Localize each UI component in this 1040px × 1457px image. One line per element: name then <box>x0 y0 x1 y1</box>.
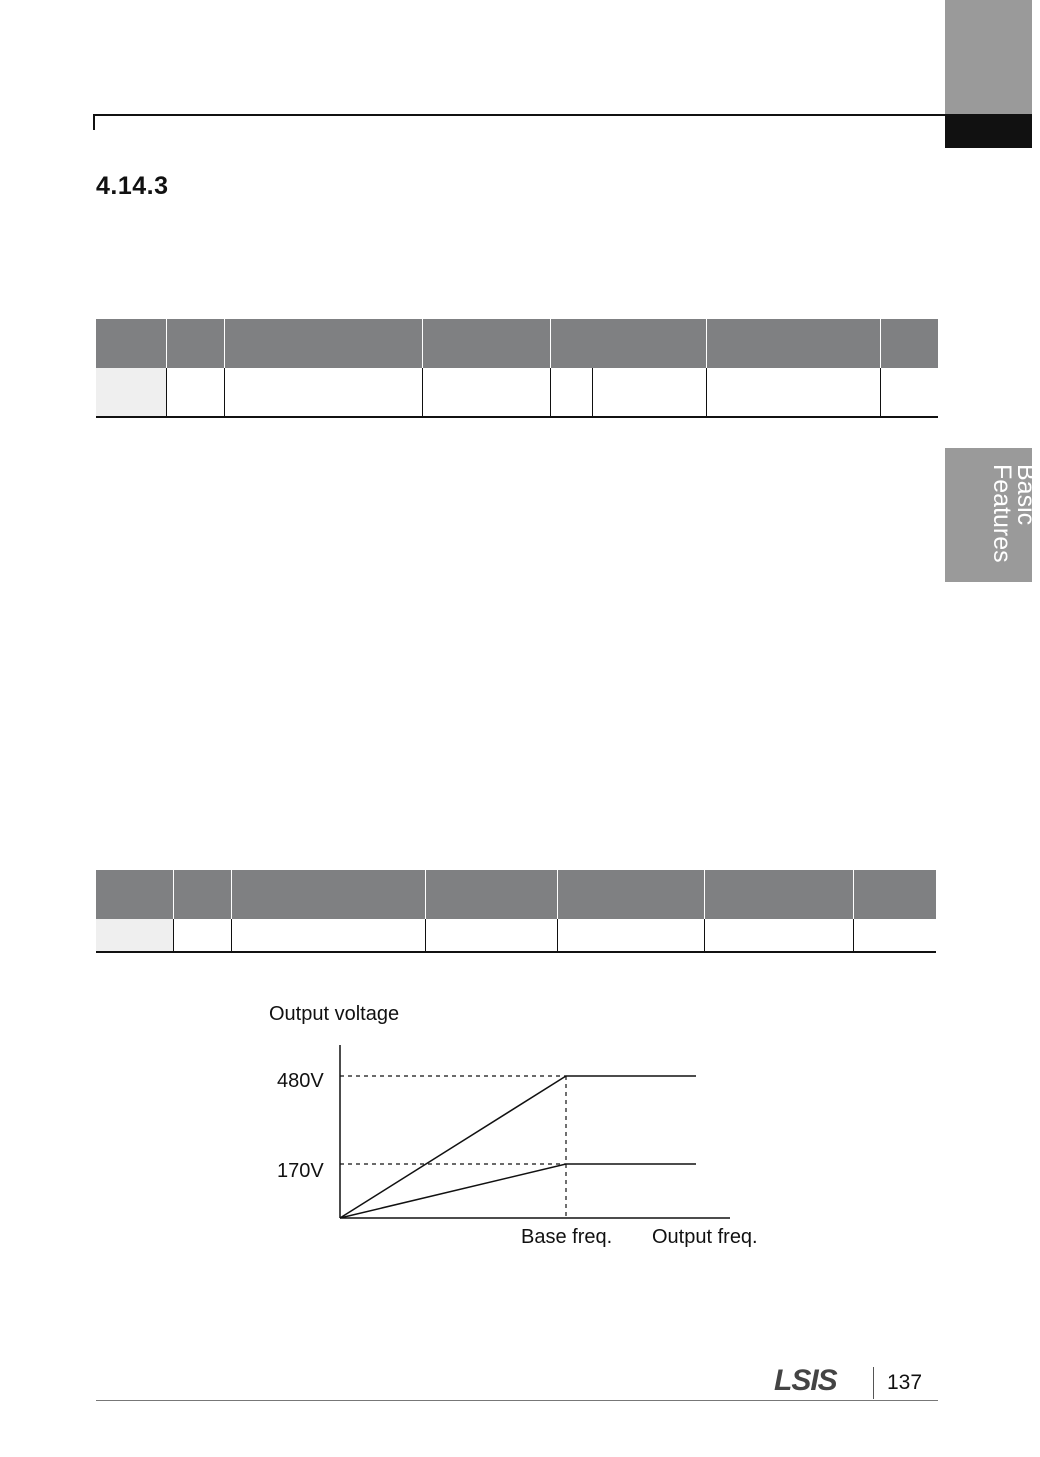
table-cell <box>592 368 706 417</box>
y-tick-label-170: 170V <box>277 1160 324 1182</box>
table-header-row <box>96 319 938 368</box>
table-cell <box>231 919 425 952</box>
header-rule <box>93 114 945 116</box>
side-tab-label <box>938 464 1038 564</box>
parameter-table-1 <box>96 319 938 418</box>
table-cell <box>96 919 173 952</box>
parameter-table-2 <box>96 870 936 953</box>
table-row <box>96 919 936 952</box>
series-line-480 <box>340 1076 696 1218</box>
header-cell <box>853 870 936 919</box>
header-cell <box>425 870 557 919</box>
table-row <box>96 368 938 417</box>
header-cell <box>96 319 166 368</box>
table-cell <box>96 368 166 417</box>
table-cell <box>853 919 936 952</box>
chapter-tab-marker <box>945 114 1032 148</box>
page-number: 137 <box>887 1371 923 1394</box>
table-cell <box>224 368 422 417</box>
section-number: 4.14.3 <box>96 172 169 200</box>
header-cell <box>166 319 224 368</box>
table-cell <box>704 919 853 952</box>
table-cell <box>550 368 592 417</box>
table-cell <box>706 368 880 417</box>
table-cell <box>880 368 938 417</box>
table-cell <box>166 368 224 417</box>
header-cell <box>550 319 706 368</box>
ls-is-logo: LSIS <box>774 1364 837 1397</box>
header-cell <box>173 870 231 919</box>
side-tab-line1: Basic <box>1012 464 1040 526</box>
table-cell <box>173 919 231 952</box>
chapter-tab-top <box>945 0 1032 114</box>
voltage-frequency-chart <box>260 995 780 1260</box>
x-tick-label-base: Base freq. <box>521 1226 613 1248</box>
table-cell <box>425 919 557 952</box>
header-cell <box>706 319 880 368</box>
header-cell <box>231 870 425 919</box>
header-cell <box>880 319 938 368</box>
x-axis-label: Output freq. <box>652 1226 758 1248</box>
header-cell <box>224 319 422 368</box>
series-line-170 <box>340 1164 696 1218</box>
table-header-row <box>96 870 936 919</box>
footer-separator <box>873 1367 874 1399</box>
footer-rule <box>96 1400 938 1401</box>
y-axis-label: Output voltage <box>269 1003 400 1025</box>
side-tab-line2: Features <box>988 464 1016 563</box>
header-cell <box>704 870 853 919</box>
table-cell <box>557 919 704 952</box>
header-cell <box>557 870 704 919</box>
header-cell <box>422 319 550 368</box>
header-cell <box>96 870 173 919</box>
header-rule-tick <box>93 114 95 130</box>
table-cell <box>422 368 550 417</box>
y-tick-label-480: 480V <box>277 1070 324 1092</box>
